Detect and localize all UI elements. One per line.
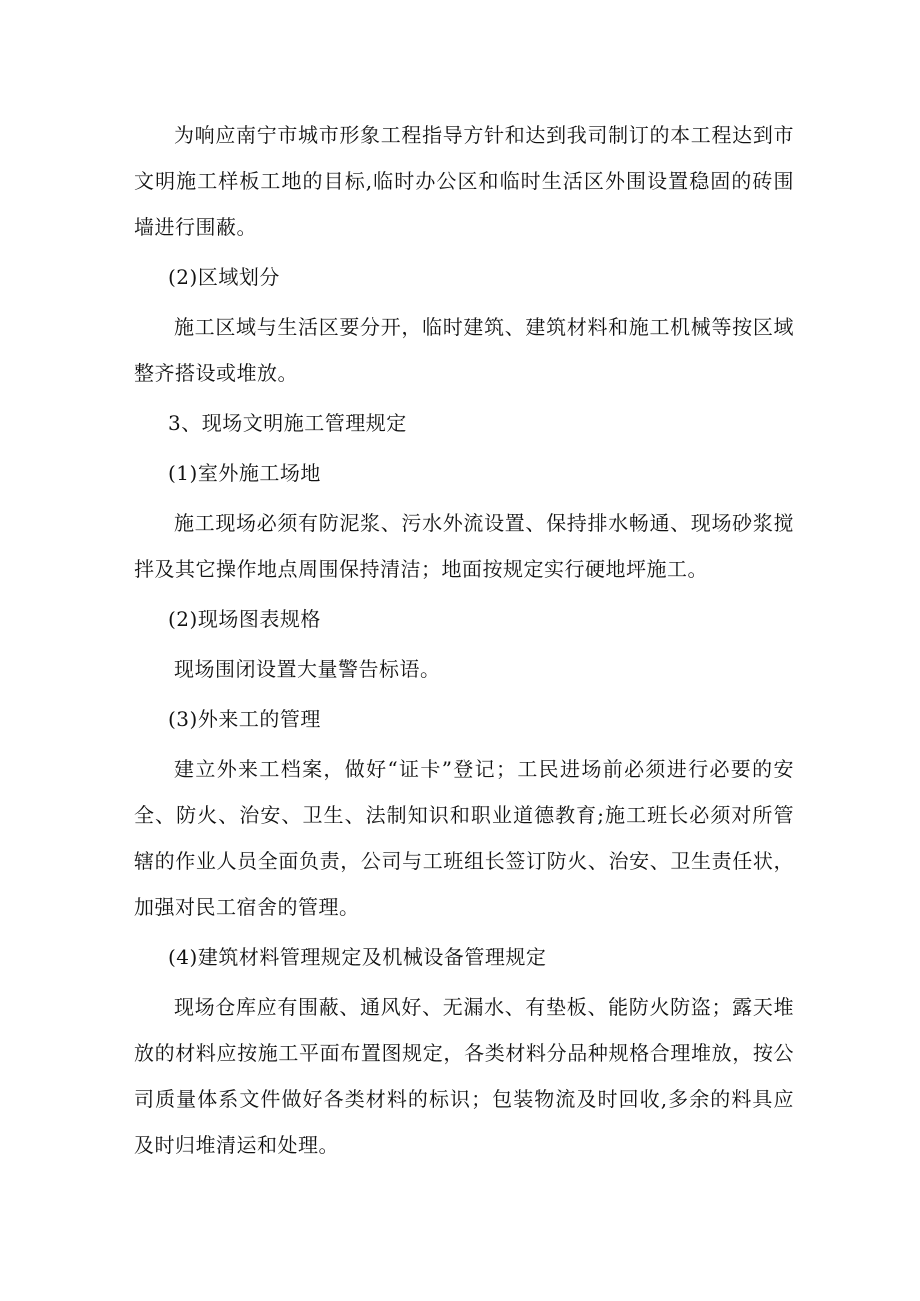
document-body xyxy=(134,112,794,1168)
heading-region-division: (2)区域划分 xyxy=(168,265,280,289)
paragraph-migrant-workers: 建立外来工档案，做好“证卡”登记；工民进场前必须进行必要的安全、防火、治安、卫生、法制知识和职业道德教育;施工班长必须对所管辖的作业人员全面负责，公司与工班组长签订防火、治安、卫生责任状，加强对民工宿舍的管理。 xyxy=(134,757,794,919)
heading-outdoor-site: (1)室外施工场地 xyxy=(168,461,321,485)
heading-materials-equipment: (4)建筑材料管理规定及机械设备管理规定 xyxy=(168,945,547,969)
heading-section-3: 3、现场文明施工管理规定 xyxy=(168,411,407,435)
heading-site-charts: (2)现场图表规格 xyxy=(168,607,321,631)
paragraph-materials-equipment: 现场仓库应有围蔽、通风好、无漏水、有垫板、能防火防盗；露天堆放的材料应按施工平面布置图规定，各类材料分品种规格合理堆放，按公司质量体系文件做好各类材料的标识；包装物流及时回收,多余的料具应及时归堆清运和处理。 xyxy=(134,995,794,1157)
paragraph-site-charts: 现场围闭设置大量警告标语。 xyxy=(174,657,441,681)
paragraph-outdoor-site: 施工现场必须有防泥浆、污水外流设置、保持排水畅通、现场砂浆搅拌及其它操作地点周围保持清洁；地面按规定实行硬地坪施工。 xyxy=(134,511,794,581)
paragraph-intro: 为响应南宁市城市形象工程指导方针和达到我司制订的本工程达到市文明施工样板工地的目标,临时办公区和临时生活区外围设置稳固的砖围墙进行围蔽。 xyxy=(134,123,794,239)
heading-migrant-workers: (3)外来工的管理 xyxy=(168,707,321,731)
paragraph-region-division: 施工区域与生活区要分开，临时建筑、建筑材料和施工机械等按区域整齐搭设或堆放。 xyxy=(134,315,794,385)
